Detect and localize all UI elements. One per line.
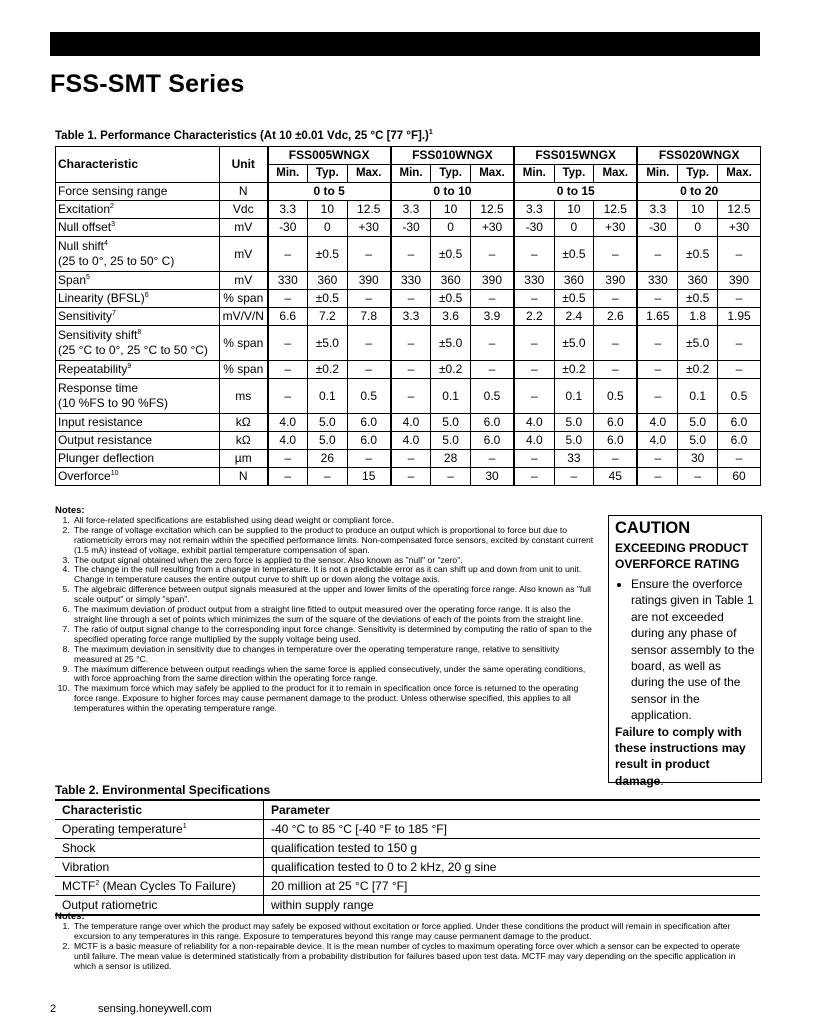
note-item: 10. The maximum force which may safely be applied to the product for it to remain in specification once force is returned to the operating force range. Exposure to higher forces may cause permanent damage to the product. Unless otherwise specified, this applies to all temperatures within the operating temperature range. — [72, 684, 595, 714]
value-cell: ±5.0 — [678, 326, 718, 361]
table-row — [56, 201, 761, 219]
environmental-table — [55, 799, 760, 916]
value-cell: 5.0 — [307, 432, 347, 450]
value-cell: ±5.0 — [307, 326, 347, 361]
group-header: FSS015WNGX — [514, 147, 637, 165]
value-cell: ±5.0 — [554, 326, 594, 361]
footnote-ref: 3 — [111, 221, 116, 228]
value-cell: 12.5 — [594, 201, 638, 219]
value-cell: 5.0 — [678, 432, 718, 450]
value-cell: 10 — [431, 201, 471, 219]
value-cell: – — [470, 237, 514, 272]
value-cell: – — [268, 379, 308, 414]
row-label-text: Null offset — [58, 220, 112, 234]
value-cell: 2.6 — [594, 308, 638, 326]
value-cell: 4.0 — [637, 432, 678, 450]
row-unit: % span — [220, 361, 268, 379]
table-row — [55, 877, 760, 896]
row-label — [56, 326, 220, 361]
value-cell: – — [514, 361, 554, 379]
subheader-min: Min. — [268, 165, 308, 183]
note-item: 9. The maximum difference between output readings when the same force is applied consecutively, under the same operating conditions, with force approaching from the same direction within the operating force range. — [72, 665, 595, 685]
value-cell: 0 — [678, 219, 718, 237]
value-cell: 390 — [470, 272, 514, 290]
table-row — [55, 820, 760, 839]
row-label-condition: (10 %FS to 90 %FS) — [58, 396, 169, 410]
value-cell: 4.0 — [268, 432, 308, 450]
value-cell: 4.0 — [268, 414, 308, 432]
caution-bullet: • Ensure the overforce ratings given in Table 1 are not exceeded during any phase of sensor assembly to the board, as well as during the use of the sensor in the application. — [631, 576, 755, 724]
row-label — [56, 379, 220, 414]
footnote-ref: 10 — [110, 470, 119, 477]
table-row — [56, 219, 761, 237]
value-cell: 2.4 — [554, 308, 594, 326]
value-cell: 7.8 — [347, 308, 391, 326]
value-cell: – — [431, 468, 471, 486]
row-unit: µm — [220, 450, 268, 468]
row-unit: N — [220, 183, 268, 201]
value-cell: – — [470, 290, 514, 308]
value-cell: 12.5 — [470, 201, 514, 219]
value-cell: -30 — [637, 219, 678, 237]
row-label-text: Input resistance — [58, 415, 143, 429]
row-label-text: Output resistance — [58, 433, 153, 447]
value-cell: – — [391, 290, 431, 308]
footnote-ref: 9 — [127, 363, 132, 370]
subheader-max: Max. — [347, 165, 391, 183]
row-label-text: Response time — [58, 381, 139, 395]
value-cell: 0.5 — [347, 379, 391, 414]
note-item: 2. MCTF is a basic measure of reliability for a non-repairable device. It is the mean number of cycles to maximum operating force over which a sensor can be expected to operate until failure. The mean value is determined statistically from a probability distribution for failures based upon test data. MCTF may vary depending on the specific application in which a sensor is utilized. — [72, 942, 755, 972]
value-cell: 6.6 — [268, 308, 308, 326]
value-cell: – — [347, 290, 391, 308]
value-cell: – — [470, 326, 514, 361]
value-cell: 1.8 — [678, 308, 718, 326]
footnote-ref: 1 — [182, 822, 187, 830]
row-label-text: Linearity (BFSL) — [58, 291, 145, 305]
value-cell: – — [718, 237, 761, 272]
row-label — [55, 820, 264, 839]
value-cell: 4.0 — [514, 414, 554, 432]
value-cell: 30 — [470, 468, 514, 486]
value-cell: 1.95 — [718, 308, 761, 326]
value-cell: – — [514, 450, 554, 468]
value-cell: – — [637, 290, 678, 308]
value-cell: 3.3 — [268, 201, 308, 219]
value-cell: 360 — [431, 272, 471, 290]
value-cell: – — [391, 361, 431, 379]
value-cell: -30 — [268, 219, 308, 237]
value-cell: – — [391, 450, 431, 468]
row-label-extra: (Mean Cycles To Failure) — [99, 878, 236, 893]
row-unit: kΩ — [220, 414, 268, 432]
value-cell: 0.5 — [470, 379, 514, 414]
subheader-max: Max. — [718, 165, 761, 183]
row-value: 20 million at 25 °C [77 °F] — [264, 877, 761, 896]
value-cell: – — [347, 361, 391, 379]
value-cell: – — [347, 450, 391, 468]
value-cell: 330 — [514, 272, 554, 290]
value-cell: 12.5 — [347, 201, 391, 219]
page-number: 2 — [50, 1003, 57, 1015]
value-cell: 5.0 — [678, 414, 718, 432]
note-item: 8. The maximum deviation in sensitivity due to changes in temperature over the operating temperature range, relative to sensitivity measured at 25 °C. — [72, 645, 595, 665]
value-cell: ±0.5 — [431, 290, 471, 308]
value-cell: – — [637, 326, 678, 361]
value-cell: 5.0 — [431, 432, 471, 450]
value-cell: 1.65 — [637, 308, 678, 326]
value-cell: ±0.5 — [307, 290, 347, 308]
row-label — [55, 858, 264, 877]
table-row — [56, 414, 761, 432]
caution-subtitle: EXCEEDING PRODUCT OVERFORCE RATING — [615, 541, 749, 571]
value-cell: 360 — [307, 272, 347, 290]
row-label-text: Vibration — [62, 859, 110, 874]
value-cell: – — [347, 326, 391, 361]
range-cell: 0 to 5 — [268, 183, 391, 201]
value-cell: – — [637, 237, 678, 272]
value-cell: 0 — [554, 219, 594, 237]
row-label — [56, 308, 220, 326]
col-characteristic: Characteristic — [56, 147, 220, 183]
value-cell: – — [514, 379, 554, 414]
value-cell: 7.2 — [307, 308, 347, 326]
value-cell: -30 — [391, 219, 431, 237]
value-cell: +30 — [470, 219, 514, 237]
table-row — [56, 379, 761, 414]
table2-notes — [55, 912, 755, 971]
value-cell: – — [718, 450, 761, 468]
row-value: qualification tested to 0 to 2 kHz, 20 g sine — [264, 858, 761, 877]
note-item: 1. All force-related specifications are established using dead weight or compliant force. — [72, 516, 595, 526]
subheader-typ: Typ. — [431, 165, 471, 183]
value-cell: 6.0 — [594, 414, 638, 432]
value-cell: ±0.5 — [554, 237, 594, 272]
value-cell: 0.1 — [554, 379, 594, 414]
row-value: qualification tested to 150 g — [264, 839, 761, 858]
row-label-text: Shock — [62, 840, 96, 855]
notes-title: Notes: — [55, 505, 85, 516]
value-cell: +30 — [718, 219, 761, 237]
value-cell: 0.1 — [431, 379, 471, 414]
subheader-typ: Typ. — [678, 165, 718, 183]
value-cell: 3.3 — [637, 201, 678, 219]
row-value: -40 °C to 85 °C [-40 °F to 185 °F] — [264, 820, 761, 839]
row-value: within supply range — [264, 896, 761, 916]
value-cell: – — [514, 290, 554, 308]
performance-table — [55, 146, 761, 486]
value-cell: 330 — [637, 272, 678, 290]
value-cell: – — [514, 326, 554, 361]
table-row — [55, 839, 760, 858]
value-cell: ±0.2 — [554, 361, 594, 379]
value-cell: – — [594, 290, 638, 308]
value-cell: ±5.0 — [431, 326, 471, 361]
value-cell: – — [307, 468, 347, 486]
subheader-max: Max. — [470, 165, 514, 183]
table-row — [56, 326, 761, 361]
table-row — [55, 858, 760, 877]
table2-caption: Table 2. Environmental Specifications — [55, 783, 271, 797]
value-cell: 10 — [554, 201, 594, 219]
value-cell: ±0.5 — [554, 290, 594, 308]
value-cell: 6.0 — [594, 432, 638, 450]
value-cell: 3.3 — [391, 201, 431, 219]
row-label-text: Null shift — [58, 239, 105, 253]
subheader-typ: Typ. — [554, 165, 594, 183]
value-cell: 6.0 — [470, 432, 514, 450]
value-cell: ±0.5 — [678, 237, 718, 272]
value-cell: 390 — [347, 272, 391, 290]
row-label-text: Plunger deflection — [58, 451, 155, 465]
group-header: FSS020WNGX — [637, 147, 760, 165]
row-label-text: Excitation — [58, 202, 111, 216]
subheader-typ: Typ. — [307, 165, 347, 183]
table-row — [56, 432, 761, 450]
row-unit: % span — [220, 290, 268, 308]
value-cell: 6.0 — [347, 432, 391, 450]
range-cell: 0 to 15 — [514, 183, 637, 201]
value-cell: 60 — [718, 468, 761, 486]
col-parameter: Parameter — [264, 800, 761, 820]
note-item: 2. The range of voltage excitation which can be supplied to the product to produce an output which is proportional to force but due to ratiometricity errors may not remain within the specified performance limits. Non-compensated force sensors, excited by constant current (1.5 mA) instead of voltage, exhibit partial temperature compensation of span. — [72, 526, 595, 556]
table1-caption: Table 1. Performance Characteristics (At 10 ±0.01 Vdc, 25 °C [77 °F].)$^1$ — [55, 129, 433, 142]
col-characteristic: Characteristic — [55, 800, 264, 820]
row-unit: N — [220, 468, 268, 486]
value-cell: – — [637, 468, 678, 486]
value-cell: +30 — [347, 219, 391, 237]
range-cell: 0 to 20 — [637, 183, 760, 201]
value-cell: 5.0 — [431, 414, 471, 432]
row-label-text: Sensitivity — [58, 309, 113, 323]
value-cell: 45 — [594, 468, 638, 486]
value-cell: 0 — [431, 219, 471, 237]
row-unit: mV — [220, 272, 268, 290]
value-cell: 3.9 — [470, 308, 514, 326]
value-cell: – — [391, 237, 431, 272]
subheader-min: Min. — [514, 165, 554, 183]
table-row — [56, 237, 761, 272]
value-cell: 5.0 — [554, 432, 594, 450]
row-label — [56, 432, 220, 450]
row-label-text: Sensitivity shift — [58, 328, 138, 342]
value-cell: – — [268, 290, 308, 308]
value-cell: 6.0 — [718, 414, 761, 432]
value-cell: 30 — [678, 450, 718, 468]
value-cell: – — [637, 450, 678, 468]
col-unit: Unit — [220, 147, 268, 183]
row-label-text: Output ratiometric — [62, 897, 158, 912]
row-label: Force sensing range — [56, 183, 220, 201]
value-cell: 4.0 — [514, 432, 554, 450]
footnote-ref: 7 — [112, 310, 116, 317]
value-cell: 3.3 — [514, 201, 554, 219]
value-cell: 33 — [554, 450, 594, 468]
value-cell: 3.3 — [391, 308, 431, 326]
value-cell: – — [718, 290, 761, 308]
row-label — [55, 877, 264, 896]
caution-box — [608, 515, 762, 788]
value-cell: – — [391, 379, 431, 414]
row-label-text: Operating temperature — [62, 821, 183, 836]
value-cell: ±0.2 — [307, 361, 347, 379]
value-cell: – — [718, 361, 761, 379]
notes-title: Notes: — [55, 911, 85, 922]
row-unit: kΩ — [220, 432, 268, 450]
value-cell: – — [678, 468, 718, 486]
value-cell: 0 — [307, 219, 347, 237]
row-label — [56, 237, 220, 272]
row-label-condition: (25 °C to 0°, 25 °C to 50 °C) — [58, 343, 208, 357]
value-cell: – — [268, 237, 308, 272]
note-item: 4. The change in the null resulting from a change in temperature. It is not a predictable error as it can shift up and down from unit to unit. Change in temperature causes the entire output curve to shift up or down along the voltage axis. — [72, 565, 595, 585]
row-label-text: Overforce — [58, 469, 111, 483]
row-label — [56, 414, 220, 432]
table-row — [56, 468, 761, 486]
value-cell: 15 — [347, 468, 391, 486]
value-cell: 4.0 — [391, 414, 431, 432]
value-cell: 0.1 — [307, 379, 347, 414]
note-item: 5. The algebraic difference between output signals measured at the upper and lower limits of the operating force range. Also known as "full scale output" or simply "span". — [72, 585, 595, 605]
value-cell: 330 — [268, 272, 308, 290]
value-cell: 12.5 — [718, 201, 761, 219]
value-cell: – — [637, 361, 678, 379]
row-label — [56, 450, 220, 468]
value-cell: 10 — [307, 201, 347, 219]
footnote-ref: 8 — [137, 329, 142, 336]
value-cell: – — [637, 379, 678, 414]
value-cell: 360 — [554, 272, 594, 290]
value-cell: 330 — [391, 272, 431, 290]
table1-notes — [55, 506, 595, 714]
subheader-min: Min. — [637, 165, 678, 183]
value-cell: – — [347, 237, 391, 272]
row-label-text: Repeatability — [58, 362, 128, 376]
value-cell: ±0.5 — [431, 237, 471, 272]
value-cell: 0.5 — [718, 379, 761, 414]
row-label-condition: (25 to 0°, 25 to 50° C) — [58, 254, 175, 268]
row-label — [56, 201, 220, 219]
row-label — [56, 272, 220, 290]
footer-site: sensing.honeywell.com — [98, 1003, 212, 1015]
value-cell: 390 — [594, 272, 638, 290]
group-header: FSS005WNGX — [268, 147, 391, 165]
value-cell: 28 — [431, 450, 471, 468]
group-header: FSS010WNGX — [391, 147, 514, 165]
value-cell: 3.6 — [431, 308, 471, 326]
value-cell: ±0.2 — [678, 361, 718, 379]
header-bar — [50, 32, 760, 56]
value-cell: 10 — [678, 201, 718, 219]
table-row — [56, 290, 761, 308]
value-cell: – — [470, 361, 514, 379]
value-cell: 2.2 — [514, 308, 554, 326]
table-row — [56, 272, 761, 290]
footnote-ref: 5 — [86, 274, 90, 281]
value-cell: – — [594, 237, 638, 272]
value-cell: 6.0 — [347, 414, 391, 432]
subheader-max: Max. — [594, 165, 638, 183]
row-label — [55, 839, 264, 858]
table-row — [56, 450, 761, 468]
row-unit: ms — [220, 379, 268, 414]
row-unit: mV — [220, 237, 268, 272]
row-label — [56, 219, 220, 237]
value-cell: 0.1 — [678, 379, 718, 414]
value-cell: – — [268, 361, 308, 379]
note-item: 1. The temperature range over which the product may safely be exposed without excitation or force applied. Under these conditions the product will remain in specification after excursion to any temperatures in this range. Exposure to temperatures beyond this range may cause permanent damage to the product. — [72, 922, 755, 942]
table-row — [56, 361, 761, 379]
row-unit: mV — [220, 219, 268, 237]
footnote-ref: 6 — [144, 292, 149, 299]
caution-failure: Failure to comply with these instructions may result in product damage. — [615, 724, 746, 788]
value-cell: – — [718, 326, 761, 361]
value-cell: – — [514, 237, 554, 272]
value-cell: – — [470, 450, 514, 468]
value-cell: 6.0 — [718, 432, 761, 450]
value-cell: – — [268, 468, 308, 486]
value-cell: – — [594, 326, 638, 361]
value-cell: 0.5 — [594, 379, 638, 414]
note-item: 3. The output signal obtained when the zero force is applied to the sensor. Also known as "null" or "zero". — [72, 556, 595, 566]
value-cell: – — [594, 450, 638, 468]
value-cell: 6.0 — [470, 414, 514, 432]
table-row — [56, 308, 761, 326]
row-unit: mV/V/N — [220, 308, 268, 326]
value-cell: 360 — [678, 272, 718, 290]
row-label-text: MCTF — [62, 878, 96, 893]
page-title: FSS-SMT Series — [50, 70, 245, 98]
value-cell: +30 — [594, 219, 638, 237]
value-cell: 5.0 — [307, 414, 347, 432]
value-cell: – — [268, 450, 308, 468]
value-cell: ±0.2 — [431, 361, 471, 379]
value-cell: – — [594, 361, 638, 379]
value-cell: – — [391, 468, 431, 486]
footnote-ref: 2 — [110, 203, 114, 210]
value-cell: -30 — [514, 219, 554, 237]
value-cell: 4.0 — [391, 432, 431, 450]
value-cell: – — [268, 326, 308, 361]
row-label — [56, 468, 220, 486]
value-cell: ±0.5 — [678, 290, 718, 308]
subheader-min: Min. — [391, 165, 431, 183]
note-item: 7. The ratio of output signal change to the corresponding input force change. Sensitivity is determined by computing the ratio of span to the specified operating force range multiplied by the supply voltage being used. — [72, 625, 595, 645]
row-unit: % span — [220, 326, 268, 361]
value-cell: ±0.5 — [307, 237, 347, 272]
row-label — [56, 361, 220, 379]
value-cell: 5.0 — [554, 414, 594, 432]
range-cell: 0 to 10 — [391, 183, 514, 201]
value-cell: 390 — [718, 272, 761, 290]
value-cell: 26 — [307, 450, 347, 468]
value-cell: – — [391, 326, 431, 361]
row-label-text: Span — [58, 273, 87, 287]
row-unit: Vdc — [220, 201, 268, 219]
row-label — [56, 290, 220, 308]
value-cell: 4.0 — [637, 414, 678, 432]
footnote-ref: 2 — [95, 879, 100, 887]
value-cell: – — [554, 468, 594, 486]
footnote-ref: 4 — [104, 240, 108, 247]
value-cell: – — [514, 468, 554, 486]
caution-title: CAUTION — [615, 519, 691, 537]
note-item: 6. The maximum deviation of product output from a straight line fitted to output measured over the operating force range. It is also the straight line through a set of points which minimizes the sum of the square of the deviations of each of the points from the straight line. — [72, 605, 595, 625]
